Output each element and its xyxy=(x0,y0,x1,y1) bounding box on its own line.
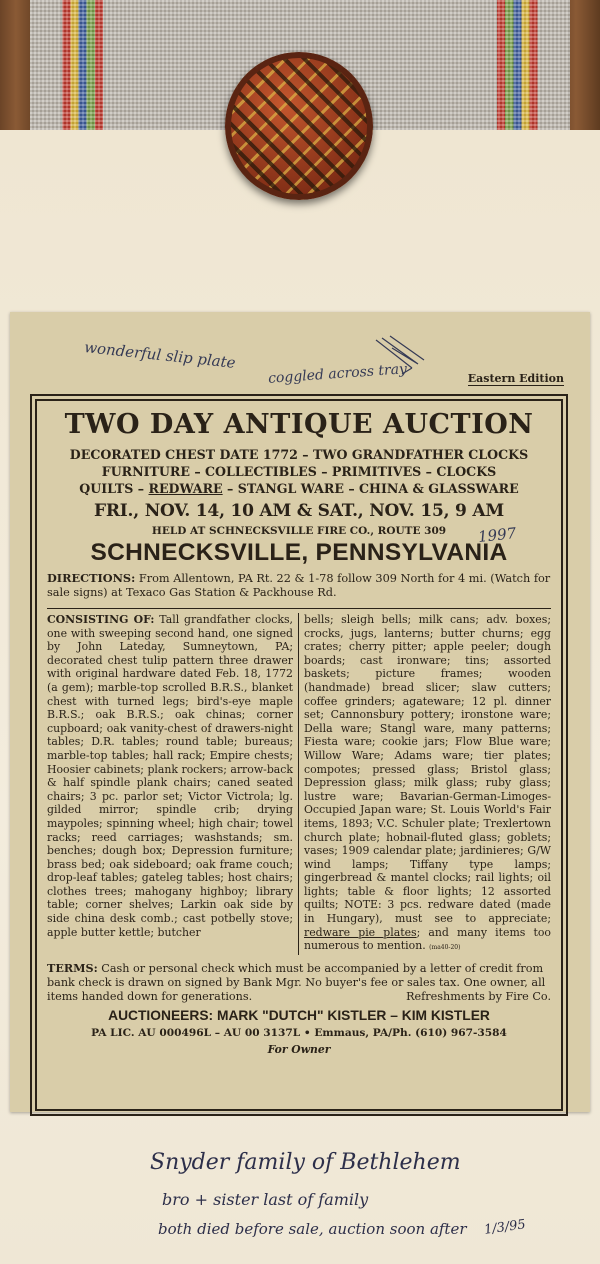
edition-label: Eastern Edition xyxy=(467,372,564,385)
auctioneers: AUCTIONEERS: MARK "DUTCH" KISTLER – KIM KISTLER xyxy=(108,1007,490,1023)
directions xyxy=(47,571,551,600)
consisting-label: CONSISTING OF: xyxy=(47,613,155,626)
ad-code: (ma40-20) xyxy=(429,944,461,952)
item-column-left xyxy=(47,613,299,955)
items-line-3 xyxy=(47,480,551,497)
items-line-3-end: – STANGL WARE – CHINA & GLASSWARE xyxy=(222,481,519,496)
item-column-right-text: bells; sleigh bells; milk cans; adv. boxes; crocks, jugs, lanterns; butter churns; egg crates; cherry pitter; apple peeler; dough boards; cast ironware; tins; assorted baskets; picture frames; wooden (handmade) bread slicer; slaw cutters; coffee grinders; agateware; 12 pl. dinner set; Cannonsbury pottery; ironstone ware; Della ware; Stangl ware, many patterns; Fiesta ware; cookie jars; Flow Blue ware; Willow Ware; Adams ware; tier plates; compotes; pressed glass; Bristol glass; Depression glass; milk glass; ruby glass; lustre ware; Bavarian-German-Limoges-Occupied Japan ware; St. Louis World's Fair items, 1893; V.C. Schuler plate; Trexlertown church plate; hobnail-fluted glass; goblets; vases; 1909 calendar plate; jardinieres; G/W wind lamps; Tiffany type lamps; gingerbread & mantel clocks; rail lights; oil lights; table & floor lights; 12 assorted quilts; NOTE: 3 pcs. redware dated (made in Hungary), must see to appreciate; xyxy=(304,613,551,926)
directions-text: From Allentown, PA Rt. 22 & 1-78 follow 309 North for 4 mi. (Watch for sale signs) at Texaco Gas Station & Packhouse Rd. xyxy=(47,572,551,599)
refreshments-note: Refreshments by Fire Co. xyxy=(406,989,551,1003)
pen-scribble-icon xyxy=(372,334,428,376)
items-line-3-start: QUILTS – xyxy=(79,481,149,496)
terms-text: Cash or personal check which must be accompanied by a letter of credit from bank check is drawn on signed by Bank Mgr. No buyer's fee or sales tax. One owner, all items handed down for generations. xyxy=(47,961,546,1003)
item-columns xyxy=(47,608,551,955)
item-column-right xyxy=(299,613,551,955)
for-owner: For Owner xyxy=(267,1042,331,1056)
handwritten-note-plate: wonderful slip plate xyxy=(83,338,237,372)
ad-items-summary xyxy=(47,446,551,497)
auction-location: HELD AT SCHNECKSVILLE FIRE CO., ROUTE 309 xyxy=(151,525,447,537)
auction-town: SCHNECKSVILLE, PENNSYLVANIA xyxy=(90,539,508,566)
auction-dates: FRI., NOV. 14, 10 AM & SAT., NOV. 15, 9 AM xyxy=(94,501,504,521)
items-redware-underlined: REDWARE xyxy=(148,481,223,496)
item-column-right-end: ; and many items too numerous to mention. xyxy=(304,925,551,953)
items-line-1: DECORATED CHEST DATE 1772 – TWO GRANDFATHER CLOCKS xyxy=(69,447,529,462)
redware-pie-plates-underlined: redware pie plates xyxy=(304,925,417,939)
terms xyxy=(47,961,551,1004)
handwritten-siblings-note: bro + sister last of family xyxy=(162,1190,369,1209)
item-column-left-text: Tall grandfather clocks, one with sweeping second hand, one signed by John Lateday, Sumneytown, PA; decorated chest tulip pattern three drawer with original hardware dated Feb. 18, 1772 (a gem); marble-top scrolled B.R.S., blanket chest with turned legs; bird's-eye maple B.R.S.; oak B.R.S.; oak chinas; corner cupboard; oak vanity-chest of drawers-night tables; D.R. tables; round table; bureaus; marble-top tables; hall rack; Empire chests; Hoosier cabinets; plank rockers; arrow-back & half spindle plank chairs; caned seated chairs; 3 pc. parlor set; Victor Victrola; lg. gilded mirror; spindle crib; drying maypoles; spinning wheel; high chair; towel racks; reed carriages; washstands; sm. benches; dough box; Depression furniture; brass bed; oak sideboard; oak frame couch; drop-leaf tables; gateleg tables; host chairs; clothes trees; mahogany highboy; library table; corner shelves; Larkin oak side by side china desk comb.; cast potbelly stove; apple butter kettle; butcher xyxy=(47,613,294,939)
terms-label: TERMS: xyxy=(47,960,98,975)
handwritten-year: 1997 xyxy=(477,524,518,546)
items-line-2: FURNITURE – COLLECTIBLES – PRIMITIVES – CLOCKS xyxy=(101,464,497,479)
handwritten-sale-note: both died before sale, auction soon after xyxy=(158,1220,467,1238)
directions-label: DIRECTIONS: xyxy=(47,571,136,585)
auction-advertisement xyxy=(30,394,568,1116)
handwritten-family-note: Snyder family of Bethlehem xyxy=(150,1150,461,1175)
ad-title: TWO DAY ANTIQUE AUCTION xyxy=(64,409,534,440)
handwritten-date: 1/3/95 xyxy=(483,1217,527,1238)
redware-slip-plate xyxy=(225,52,373,200)
handwritten-note-coggled: coggled across tray xyxy=(267,361,408,387)
license-info: PA LIC. AU 000496L – AU 00 3137L • Emmaus, PA/Ph. (610) 967-3584 xyxy=(91,1026,507,1039)
